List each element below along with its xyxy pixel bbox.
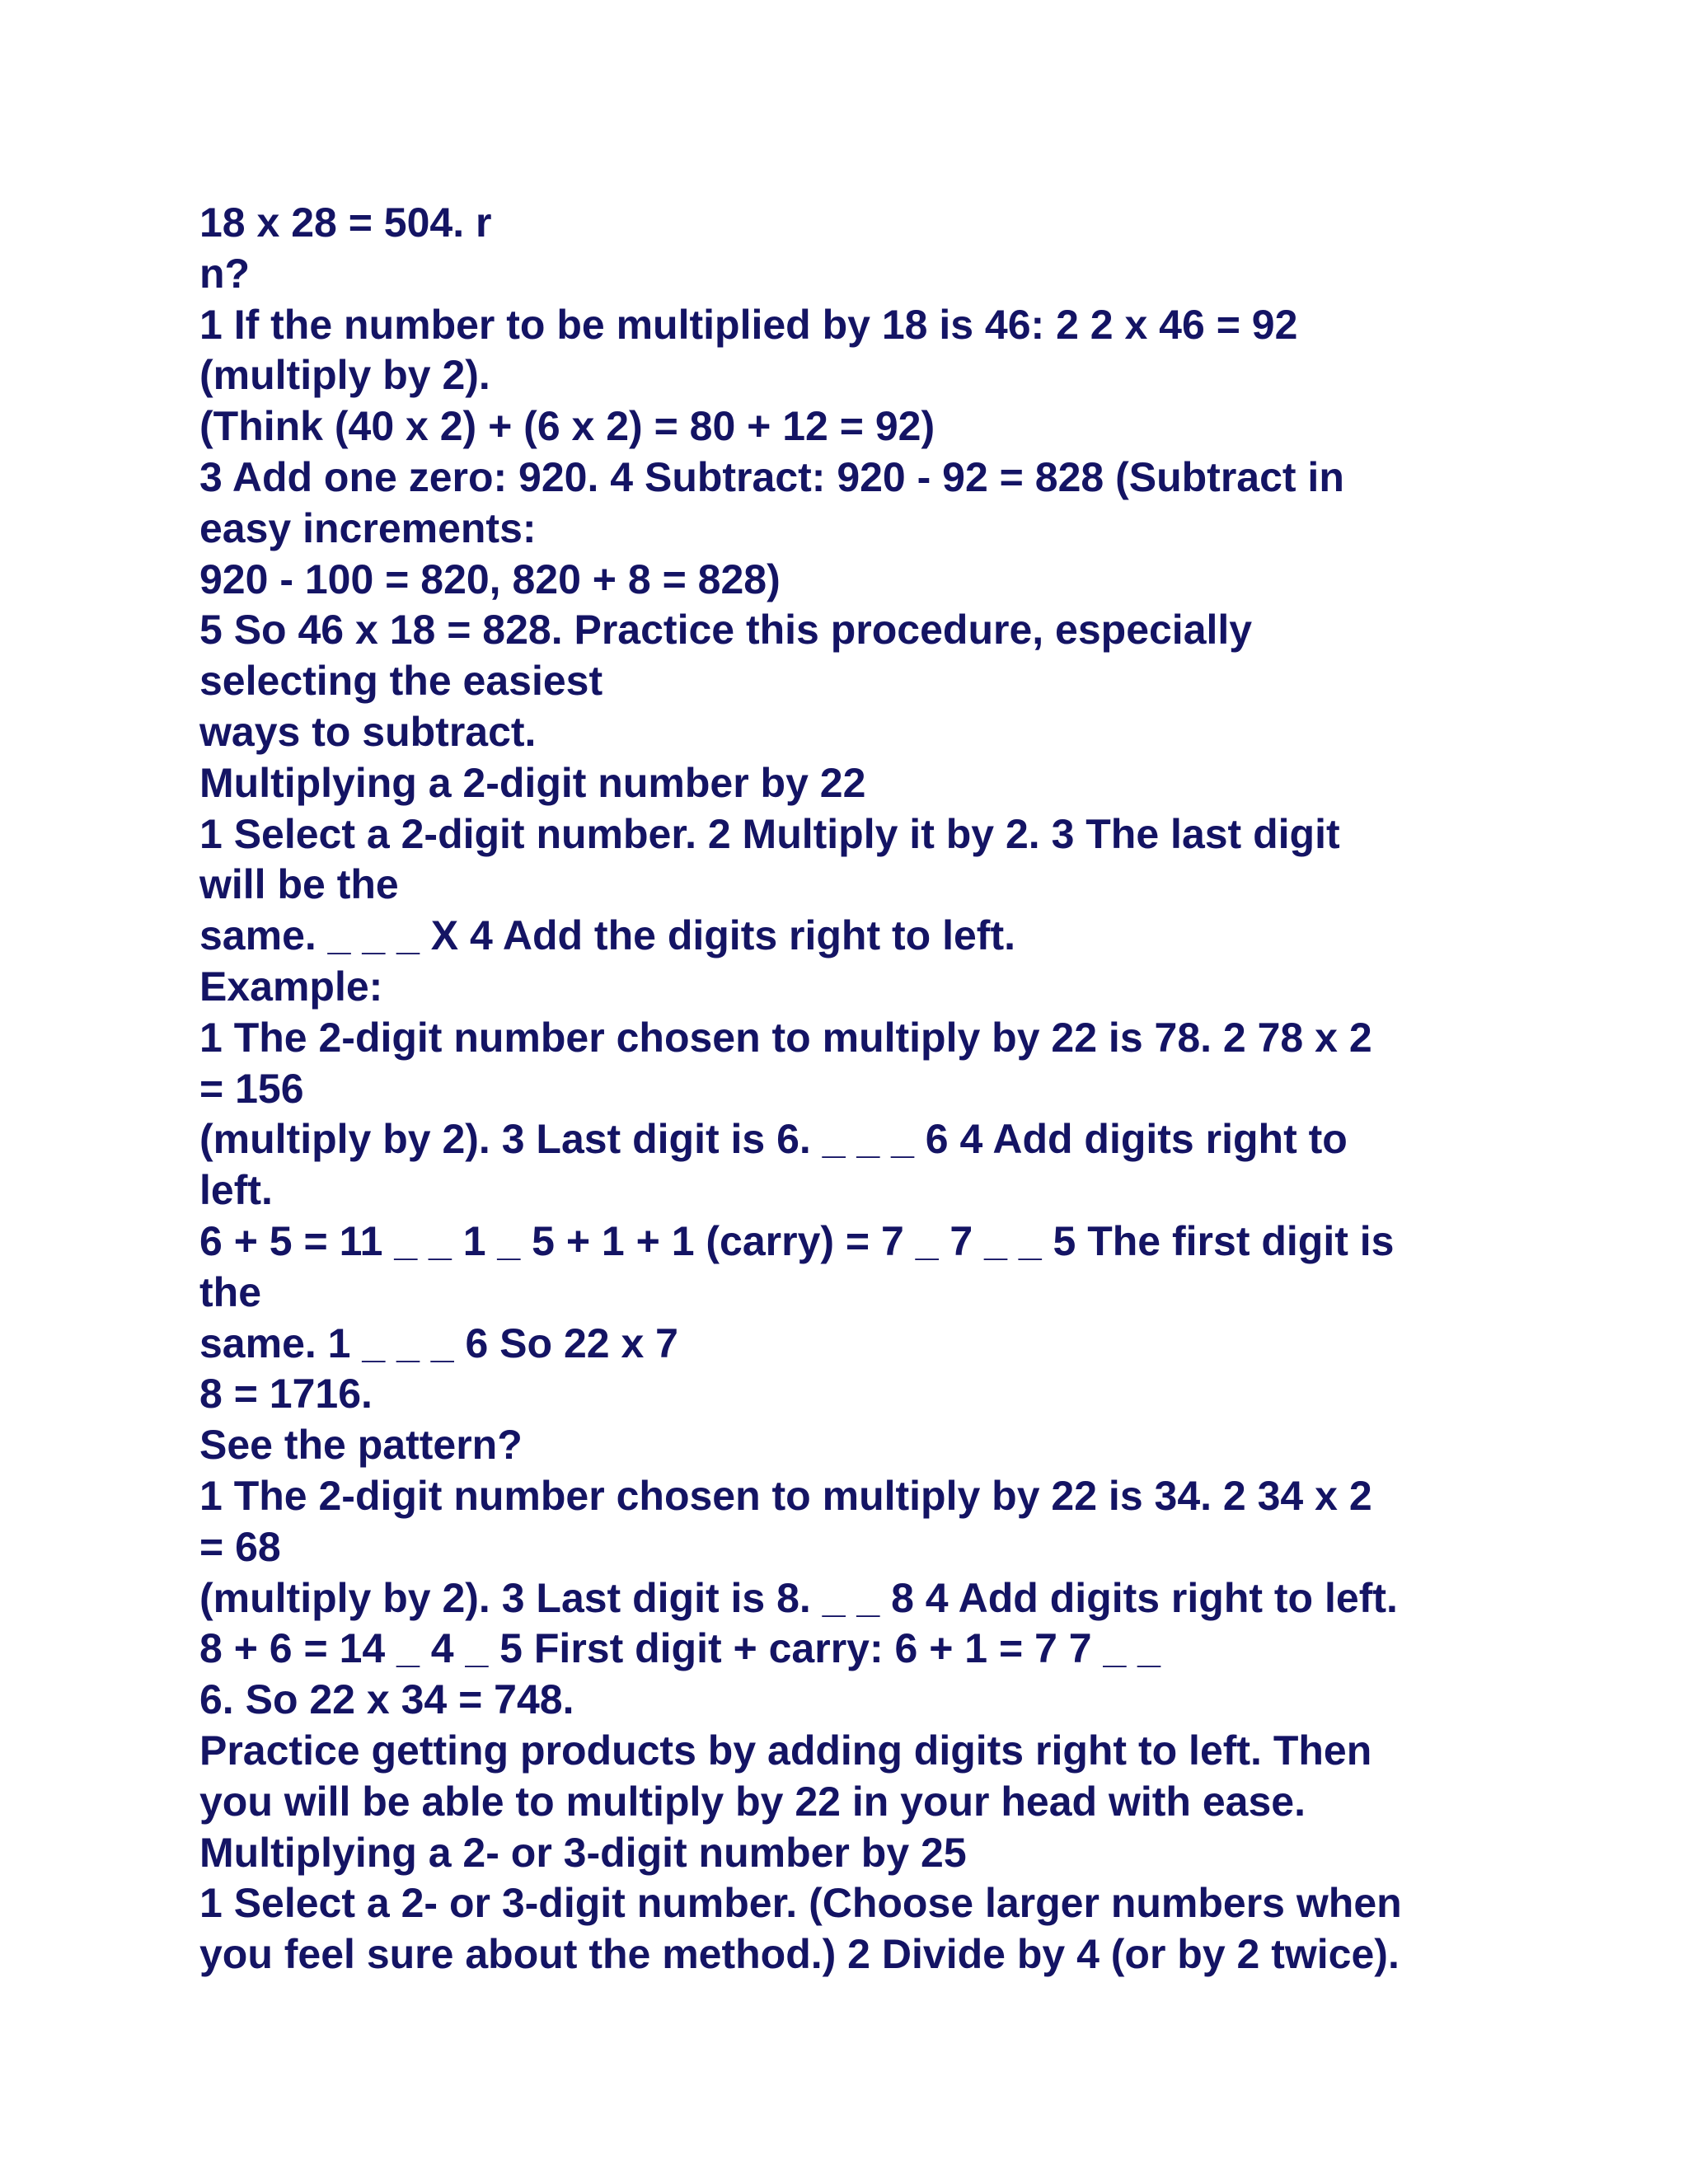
section-heading: Multiplying a 2-digit number by 22 — [199, 759, 866, 806]
text-line: you will be able to multiply by 22 in your head with ease. — [199, 1778, 1306, 1825]
text-line: (Think (40 x 2) + (6 x 2) = 80 + 12 = 92) — [199, 403, 935, 450]
document-text — [199, 198, 1518, 1980]
text-line: 3 Add one zero: 920. 4 Subtract: 920 - 92 = 828 (Subtract in — [199, 453, 1344, 500]
text-line: 5 So 46 x 18 = 828. Practice this procedure, especially — [199, 607, 1253, 654]
text-line: 8 = 1716. — [199, 1371, 373, 1418]
text-line: 920 - 100 = 820, 820 + 8 = 828) — [199, 555, 781, 602]
text-line: same. 1 _ _ _ 6 So 22 x 7 — [199, 1319, 678, 1366]
text-line: selecting the easiest — [199, 658, 603, 705]
text-line: n? — [199, 250, 251, 297]
text-line: Example: — [199, 963, 383, 1010]
text-line: (multiply by 2). — [199, 352, 490, 399]
text-line: See the pattern? — [199, 1422, 523, 1469]
text-line: 1 The 2-digit number chosen to multiply by 22 is 34. 2 34 x 2 — [199, 1472, 1372, 1519]
text-line: Practice getting products by adding digits right to left. Then — [199, 1727, 1372, 1774]
text-line: will be the — [199, 861, 399, 908]
section-heading: Multiplying a 2- or 3-digit number by 25 — [199, 1829, 967, 1876]
text-line: same. _ _ _ X 4 Add the digits right to left. — [199, 912, 1015, 959]
text-line: = 68 — [199, 1523, 281, 1570]
text-line: the — [199, 1268, 261, 1315]
text-line: (multiply by 2). 3 Last digit is 6. _ _ _ 6 4 Add digits right to — [199, 1116, 1348, 1163]
text-line: 8 + 6 = 14 _ 4 _ 5 First digit + carry: 6 + 1 = 7 7 _ _ — [199, 1625, 1160, 1672]
text-line: ways to subtract. — [199, 708, 537, 755]
text-line: 1 The 2-digit number chosen to multiply by 22 is 78. 2 78 x 2 — [199, 1014, 1372, 1061]
text-line: 1 Select a 2- or 3-digit number. (Choose larger numbers when — [199, 1880, 1402, 1927]
text-line: left. — [199, 1167, 273, 1214]
text-line: 1 Select a 2-digit number. 2 Multiply it by 2. 3 The last digit — [199, 810, 1340, 857]
text-line: 6 + 5 = 11 _ _ 1 _ 5 + 1 + 1 (carry) = 7 _ 7 _ _ 5 The first digit is — [199, 1217, 1395, 1264]
text-line: 6. So 22 x 34 = 748. — [199, 1676, 574, 1723]
text-line: easy increments: — [199, 504, 537, 551]
text-line: = 156 — [199, 1065, 304, 1112]
text-line: 1 If the number to be multiplied by 18 is 46: 2 2 x 46 = 92 — [199, 301, 1298, 348]
text-line: (multiply by 2). 3 Last digit is 8. _ _ 8 4 Add digits right to left. — [199, 1574, 1398, 1621]
text-line: 18 x 28 = 504. r — [199, 199, 492, 246]
text-line: you feel sure about the method.) 2 Divide by 4 (or by 2 twice). — [199, 1931, 1400, 1978]
